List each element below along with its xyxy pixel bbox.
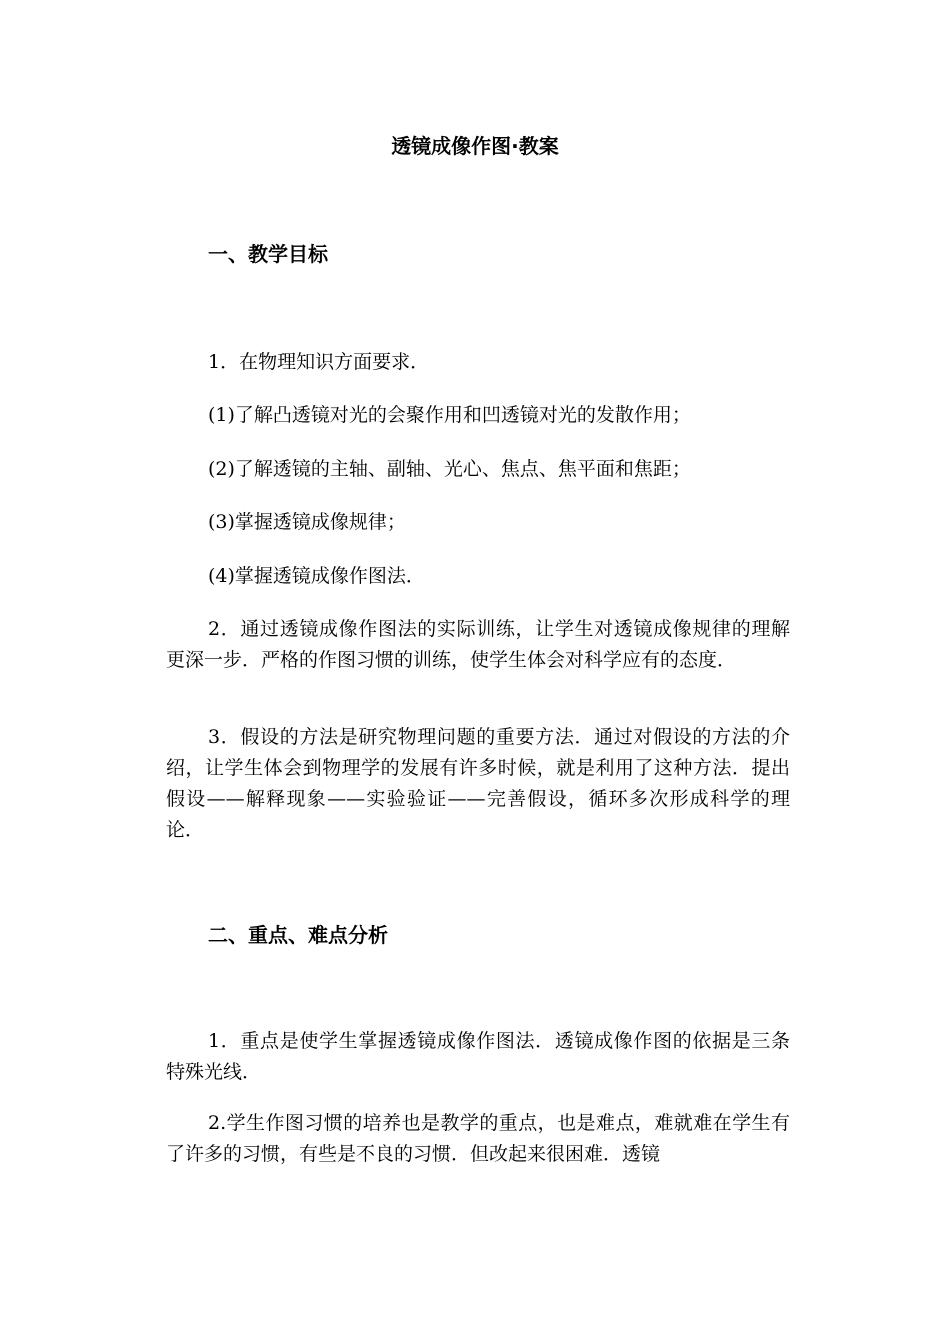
objective-sub-item-3: (3)掌握透镜成像规律； bbox=[208, 511, 406, 533]
objective-sub-item-2: (2)了解透镜的主轴、副轴、光心、焦点、焦平面和焦距； bbox=[208, 458, 691, 480]
section-heading-key-points: 二、重点、难点分析 bbox=[208, 923, 388, 947]
objective-sub-item-1: (1)了解凸透镜对光的会聚作用和凹透镜对光的发散作用； bbox=[208, 404, 691, 426]
objective-sub-item-4: (4)掌握透镜成像作图法． bbox=[208, 565, 425, 587]
objective-item-1: 1．在物理知识方面要求． bbox=[208, 351, 430, 373]
document-title: 透镜成像作图·教案 bbox=[391, 134, 559, 158]
objective-item-2: 2．通过透镜成像作图法的实际训练，让学生对透镜成像规律的理解更深一步．严格的作图习惯的训练，使学生体会对科学应有的态度． bbox=[166, 618, 790, 671]
objective-item-3: 3．假设的方法是研究物理问题的重要方法．通过对假设的方法的介绍，让学生体会到物理学的发展有许多时候，就是利用了这种方法．提出假设——解释现象——实验验证——完善假设，循环多次形成科学的理论． bbox=[166, 726, 790, 841]
section-heading-teaching-objectives: 一、教学目标 bbox=[208, 242, 328, 266]
key-point-item-1: 1．重点是使学生掌握透镜成像作图法．透镜成像作图的依据是三条特殊光线． bbox=[166, 1030, 790, 1083]
key-point-item-2: 2.学生作图习惯的培养也是教学的重点，也是难点，难就难在学生有了许多的习惯，有些是不良的习惯．但改起来很困难．透镜 bbox=[166, 1112, 790, 1165]
